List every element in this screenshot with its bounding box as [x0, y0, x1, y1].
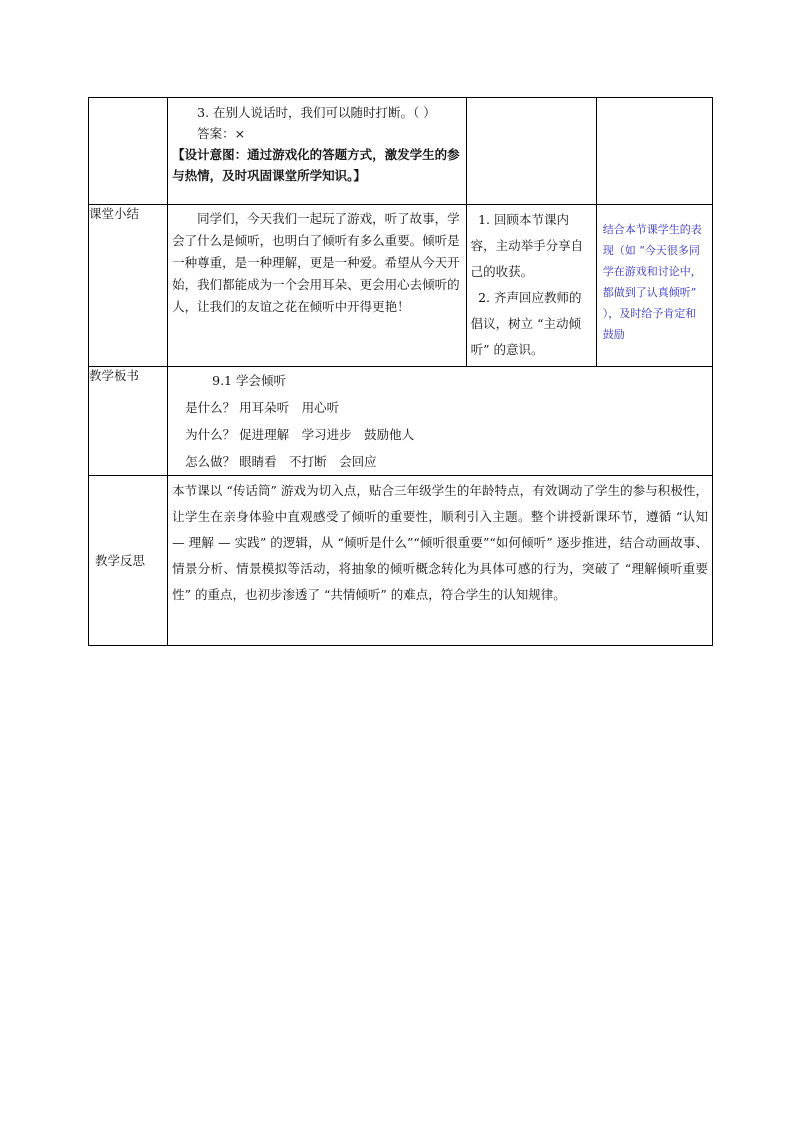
board-cell — [168, 367, 713, 476]
exercise-question: 3. 在别人说话时，我们可以随时打断。（ ） — [197, 105, 436, 120]
row-label-reflection: 教学反思 — [89, 476, 168, 646]
summary-design-note: 结合本节课学生的表现（如 “今天很多同学在游戏和讨论中，都做到了认真倾听” ），及时给予肯定和鼓励 — [602, 223, 702, 341]
summary-student-activity-2: 2. 齐声回应教师的倡议，树立 “主动倾听” 的意识。 — [470, 290, 582, 357]
summary-student-cell — [466, 205, 596, 367]
exercise-content-cell — [168, 98, 466, 205]
summary-teacher-cell — [168, 205, 466, 367]
board-line-how: 怎么做？ 眼睛看 不打断 会回应 — [185, 454, 377, 469]
exercise-design-cell — [596, 98, 712, 205]
exercise-answer: 答案：× — [197, 126, 246, 141]
table-row-summary — [89, 205, 713, 367]
row-label-summary: 课堂小结 — [89, 205, 168, 367]
board-title: 9.1 学会倾听 — [212, 373, 286, 388]
summary-student-activity-1: 1. 回顾本节课内容，主动举手分享自己的收获。 — [470, 212, 584, 279]
board-line-what: 是什么？ 用耳朵听 用心听 — [185, 400, 340, 415]
reflection-text: 本节课以 “传话筒” 游戏为切入点，贴合三年级学生的年龄特点，有效调动了学生的参与积极性，让学生在亲身体验中直观感受了倾听的重要性，顺利引入主题。整个讲授新课环节，遵循 “认知 — 理解 — 实践” 的逻辑，从 “倾听是什么”“倾听很重要”“如何倾听” 逐步推进，结合动画故事、情景分析、情景模拟等活动，将抽象的倾听概念转化为具体可感的行为，突破了 “理解倾听重要性” 的重点，也初步渗透了 “共情倾听” 的难点，符合学生的认知规律。 — [172, 483, 708, 602]
row-label-empty — [89, 98, 168, 205]
design-intent-text: 【设计意图：通过游戏化的答题方式，激发学生的参与热情，及时巩固课堂所学知识。】 — [172, 147, 460, 183]
board-line-why: 为什么？ 促进理解 学习进步 鼓励他人 — [185, 427, 415, 442]
reflection-cell — [168, 476, 713, 646]
table-row-reflection — [89, 476, 713, 646]
lesson-plan-page — [88, 97, 713, 646]
table-row-board — [89, 367, 713, 476]
lesson-plan-table — [88, 97, 713, 646]
row-label-board: 教学板书 — [89, 367, 168, 476]
summary-design-cell — [596, 205, 712, 367]
exercise-student-cell — [466, 98, 596, 205]
summary-teacher-text: 同学们，今天我们一起玩了游戏，听了故事，学会了什么是倾听，也明白了倾听有多么重要。倾听是一种尊重，是一种理解，更是一种爱。希望从今天开始，我们都能成为一个会用耳朵、更会用心去倾听的人，让我们的友谊之花在倾听中开得更艳！ — [172, 211, 460, 314]
table-row-exercise — [89, 98, 713, 205]
